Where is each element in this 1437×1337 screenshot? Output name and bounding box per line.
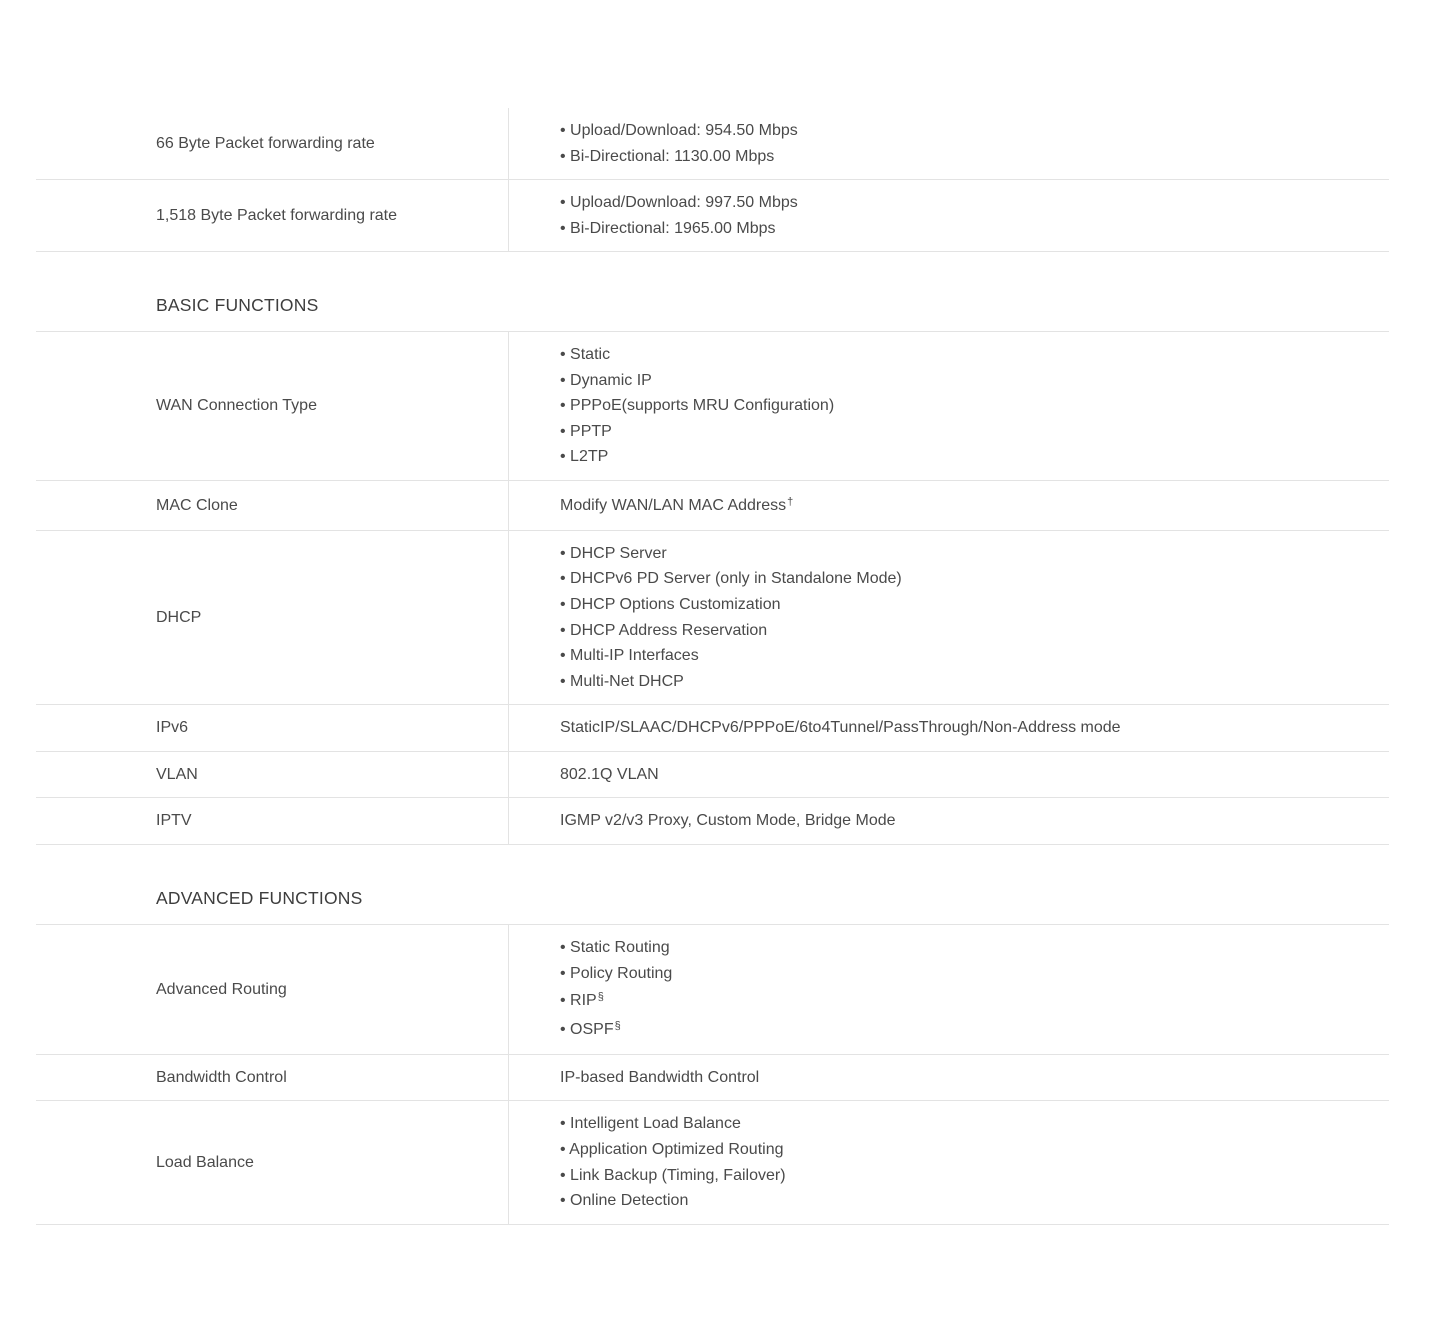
spec-value-line: • Intelligent Load Balance	[560, 1115, 741, 1133]
spec-value-line: • DHCPv6 PD Server (only in Standalone Mode)	[560, 570, 902, 588]
spec-label: IPTV	[36, 798, 509, 844]
spec-value-text: • RIP	[560, 992, 597, 1010]
spec-value-line: • DHCP Server	[560, 544, 667, 562]
spec-label: Advanced Routing	[36, 925, 509, 1054]
spec-value-line: • L2TP	[560, 448, 609, 466]
spec-value	[509, 332, 1389, 480]
spec-value-line	[560, 986, 1389, 1015]
spec-row-dhcp	[36, 531, 1389, 705]
spec-value-line	[560, 1015, 1389, 1044]
spec-label: MAC Clone	[36, 481, 509, 530]
spec-value	[509, 798, 1389, 844]
spec-value	[509, 925, 1389, 1054]
spec-value-line: • DHCP Address Reservation	[560, 621, 768, 639]
spec-label: 1,518 Byte Packet forwarding rate	[36, 180, 509, 251]
spec-value-line: • Policy Routing	[560, 964, 673, 982]
spec-value	[509, 180, 1389, 251]
spec-value	[509, 481, 1389, 530]
spec-value-line: 802.1Q VLAN	[560, 765, 659, 783]
spec-value-line: • Upload/Download: 997.50 Mbps	[560, 193, 798, 211]
spec-row-66-byte	[36, 108, 1389, 180]
spec-value-line: • Static Routing	[560, 938, 670, 956]
spec-value-line: StaticIP/SLAAC/DHCPv6/PPPoE/6to4Tunnel/PassThrough/Non-Address mode	[560, 719, 1121, 737]
spec-value-line: • Bi-Directional: 1130.00 Mbps	[560, 147, 775, 165]
spec-row-ipv6	[36, 705, 1389, 752]
spec-value-line: • Multi-IP Interfaces	[560, 647, 699, 665]
spec-label: WAN Connection Type	[36, 332, 509, 480]
spec-value-line: • Static	[560, 346, 611, 364]
spec-value	[509, 531, 1389, 704]
spec-value-line: • PPTP	[560, 422, 612, 440]
spec-row-vlan	[36, 752, 1389, 798]
spec-value-text: • OSPF	[560, 1021, 614, 1039]
spec-row-iptv	[36, 798, 1389, 845]
spec-row-wan-connection-type	[36, 332, 1389, 481]
footnote-mark: §	[597, 991, 604, 1004]
spec-row-bandwidth-control	[36, 1055, 1389, 1101]
spec-value	[509, 1101, 1389, 1224]
spec-row-advanced-routing	[36, 925, 1389, 1055]
spec-value-line: • Multi-Net DHCP	[560, 672, 684, 690]
spec-row-1518-byte	[36, 180, 1389, 252]
spec-row-mac-clone	[36, 481, 1389, 531]
section-heading-advanced: ADVANCED FUNCTIONS	[36, 845, 1389, 925]
footnote-mark: §	[614, 1020, 621, 1033]
spec-value-line: • Link Backup (Timing, Failover)	[560, 1166, 786, 1184]
spec-value-line: IP-based Bandwidth Control	[560, 1068, 760, 1086]
spec-value-line: • Application Optimized Routing	[560, 1140, 784, 1158]
spec-label: VLAN	[36, 752, 509, 797]
spec-value-line: • Upload/Download: 954.50 Mbps	[560, 121, 798, 139]
spec-table	[36, 108, 1389, 1225]
spec-value-line: • Online Detection	[560, 1192, 689, 1210]
spec-label: Bandwidth Control	[36, 1055, 509, 1100]
spec-value-line: IGMP v2/v3 Proxy, Custom Mode, Bridge Mode	[560, 812, 896, 830]
spec-label: IPv6	[36, 705, 509, 751]
footnote-mark: †	[787, 495, 794, 508]
section-heading-basic: BASIC FUNCTIONS	[36, 252, 1389, 332]
spec-value-line: • DHCP Options Customization	[560, 595, 781, 613]
spec-row-load-balance	[36, 1101, 1389, 1225]
spec-label: 66 Byte Packet forwarding rate	[36, 108, 509, 179]
spec-value-line: • PPPoE(supports MRU Configuration)	[560, 397, 835, 415]
spec-value-line	[560, 493, 1389, 519]
spec-label: DHCP	[36, 531, 509, 704]
spec-value-line: • Dynamic IP	[560, 371, 652, 389]
spec-label: Load Balance	[36, 1101, 509, 1224]
spec-value-line: • Bi-Directional: 1965.00 Mbps	[560, 219, 776, 237]
spec-value	[509, 1055, 1389, 1100]
spec-value-text: Modify WAN/LAN MAC Address	[560, 496, 787, 514]
spec-value	[509, 705, 1389, 751]
spec-value	[509, 108, 1389, 179]
spec-value	[509, 752, 1389, 797]
